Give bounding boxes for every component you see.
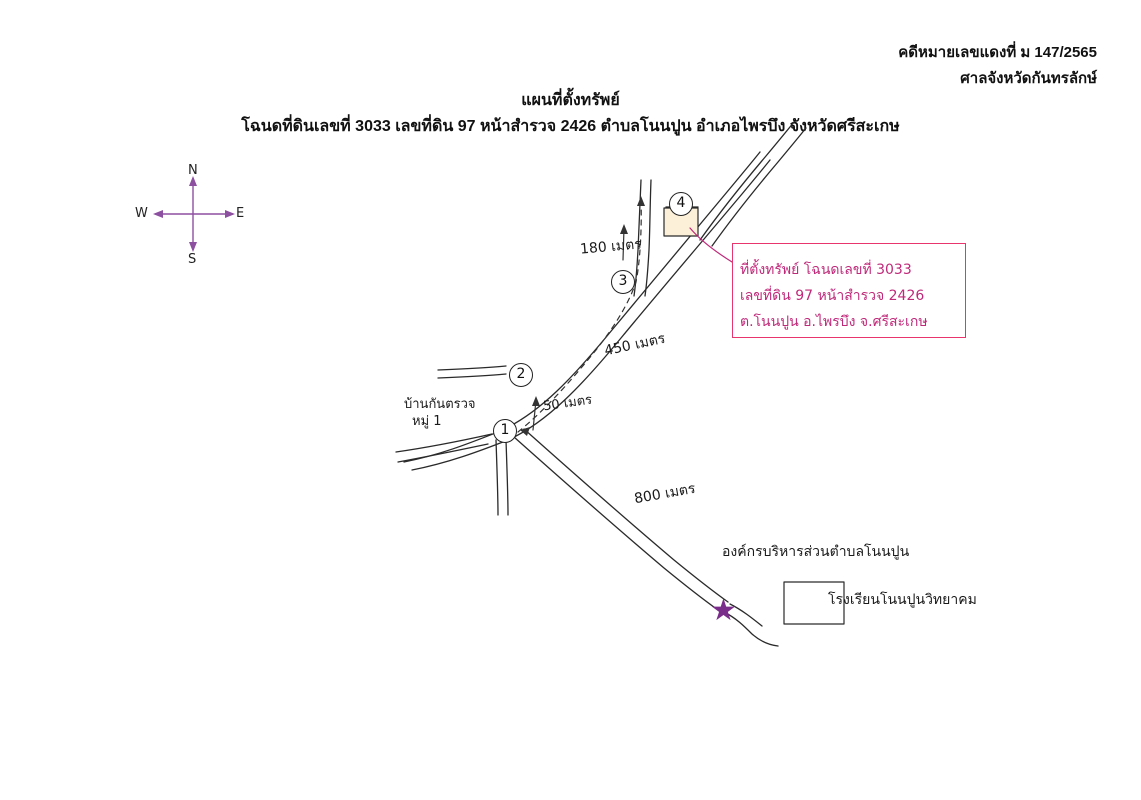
map-marker-4[interactable]: 4: [669, 192, 693, 216]
distance-label-180m: 180 เมตร: [579, 236, 643, 258]
page-subtitle: โฉนดที่ดินเลขที่ 3033 เลขที่ดิน 97 หน้าสำรวจ 2426 ตำบลโนนปูน อำเภอไพรบึง จังหวัดศรีสะเกษ: [241, 118, 900, 135]
place-label-school: โรงเรียนโนนปูนวิทยาคม: [828, 592, 977, 608]
distance-label-450m: 450 เมตร: [603, 330, 667, 360]
property-star-icon: ★: [710, 594, 737, 627]
property-callout-text: [740, 257, 965, 335]
case-number: คดีหมายเลขแดงที่ ม 147/2565: [898, 44, 1097, 61]
court-name: ศาลจังหวัดกันทรลักษ์: [960, 70, 1097, 87]
distance-label-50m: 50 เมตร: [542, 392, 594, 415]
place-label-moo1: หมู่ 1: [412, 414, 442, 429]
callout-line-2: เลขที่ดิน 97 หน้าสำรวจ 2426: [740, 288, 925, 304]
map-marker-3[interactable]: 3: [611, 270, 635, 294]
compass-label-east: E: [236, 206, 245, 221]
compass-label-west: W: [135, 206, 148, 221]
map-marker-2[interactable]: 2: [509, 363, 533, 387]
callout-line-3: ต.โนนปูน อ.ไพรบึง จ.ศรีสะเกษ: [740, 314, 928, 330]
page-title: แผนที่ตั้งทรัพย์: [521, 92, 620, 109]
compass-label-north: N: [188, 163, 198, 178]
map-marker-1[interactable]: 1: [493, 419, 517, 443]
callout-line-1: ที่ตั้งทรัพย์ โฉนดเลขที่ 3033: [740, 262, 912, 278]
place-label-sao-nonpoon: องค์กรบริหารส่วนตำบลโนนปูน: [722, 544, 910, 560]
compass-label-south: S: [188, 252, 197, 267]
distance-label-800m: 800 เมตร: [633, 480, 697, 508]
place-label-ban-kantruat: บ้านกันตรวจ: [404, 397, 476, 412]
